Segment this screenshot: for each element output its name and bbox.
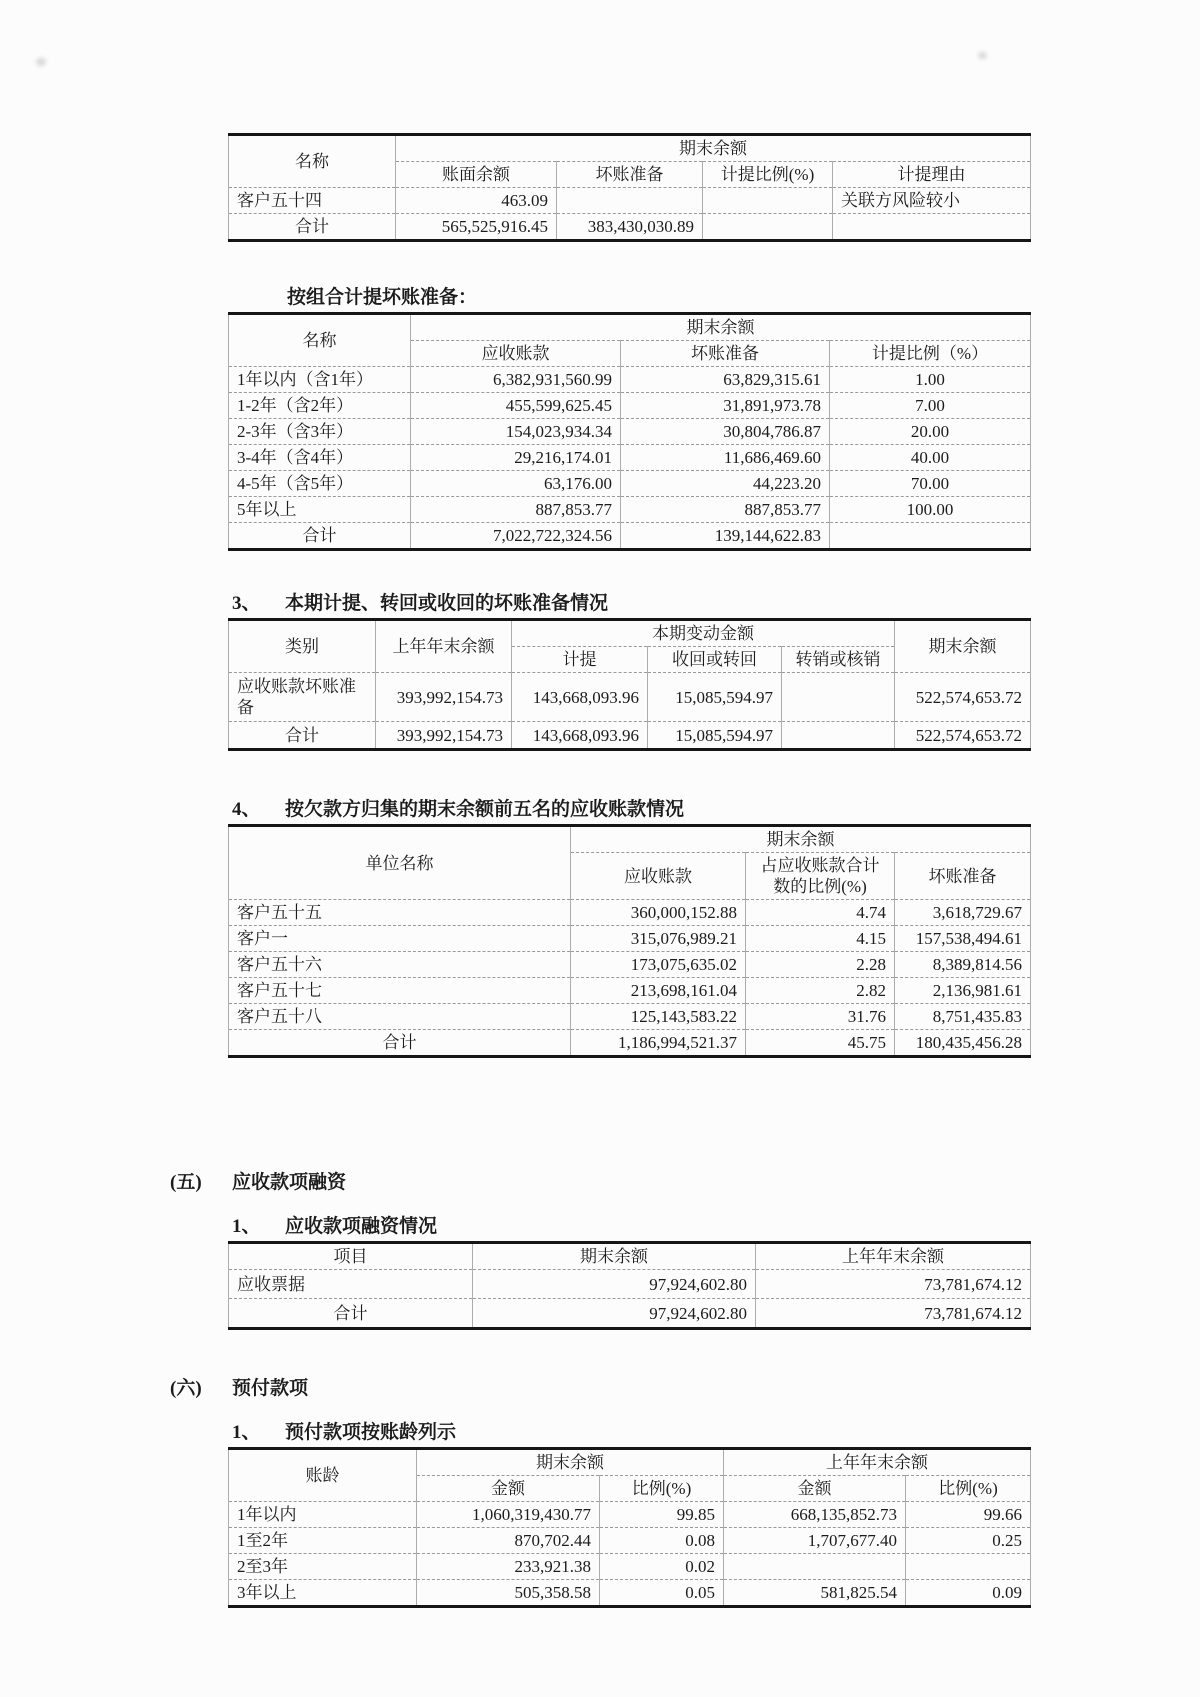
table-cell: 0.08 (600, 1528, 724, 1554)
table-cell: 315,076,989.21 (571, 926, 746, 952)
section-number: (六) (170, 1378, 202, 1399)
table-cell: 单位名称 (229, 826, 571, 900)
table-cell: 393,992,154.73 (376, 722, 512, 750)
table-cell (782, 673, 895, 722)
heading-number: 3、 (232, 593, 261, 614)
table-row (229, 722, 1031, 750)
table-cell: 63,829,315.61 (621, 367, 830, 393)
table-cell: 154,023,934.34 (411, 419, 621, 445)
table-cell: 占应收账款合计数的比例(%) (746, 853, 895, 900)
table-row (229, 1554, 1031, 1580)
table-cell: 1,060,319,430.77 (417, 1502, 600, 1528)
table-cell: 2至3年 (229, 1554, 417, 1580)
table-cell: 581,825.54 (724, 1580, 906, 1607)
table-cell: 0.02 (600, 1554, 724, 1580)
table-cell: 11,686,469.60 (621, 445, 830, 471)
table-cell: 1.00 (830, 367, 1031, 393)
heading-title: 按欠款方归集的期末余额前五名的应收账款情况 (285, 799, 685, 820)
table-cell: 73,781,674.12 (756, 1299, 1031, 1329)
table-cell: 7.00 (830, 393, 1031, 419)
table-cell: 143,668,093.96 (512, 673, 648, 722)
table-cell: 6,382,931,560.99 (411, 367, 621, 393)
table-cell: 73,781,674.12 (756, 1270, 1031, 1299)
table-cell: 4.15 (746, 926, 895, 952)
table-row (229, 367, 1031, 393)
table-cell: 8,389,814.56 (895, 952, 1031, 978)
table-cell: 上年年末余额 (376, 620, 512, 673)
table-cell (724, 1554, 906, 1580)
table-cell: 125,143,583.22 (571, 1004, 746, 1030)
table-cell (782, 722, 895, 750)
table-cell: 173,075,635.02 (571, 952, 746, 978)
table-cell: 坏账准备 (895, 853, 1031, 900)
table-row (229, 1580, 1031, 1607)
table-row (229, 135, 1031, 162)
heading-top5-receivables (232, 797, 1050, 822)
table-row (229, 952, 1031, 978)
table-cell: 2,136,981.61 (895, 978, 1031, 1004)
section-title: 应收款项融资 (232, 1172, 347, 1193)
table-cell: 客户五十四 (229, 188, 396, 214)
table-row (229, 1528, 1031, 1554)
table-individual-baddebt-continued (228, 133, 1031, 242)
heading-number: 1、 (232, 1216, 261, 1237)
table-cell: 139,144,622.83 (621, 523, 830, 550)
table-row (229, 1299, 1031, 1329)
table-cell: 99.85 (600, 1502, 724, 1528)
table-cell: 360,000,152.88 (571, 900, 746, 926)
table-cell: 合计 (229, 1299, 473, 1329)
table-cell: 44,223.20 (621, 471, 830, 497)
table-cell: 31,891,973.78 (621, 393, 830, 419)
table-cell: 40.00 (830, 445, 1031, 471)
table-cell: 0.05 (600, 1580, 724, 1607)
table-cell: 180,435,456.28 (895, 1030, 1031, 1057)
table-row (229, 471, 1031, 497)
table-row (229, 620, 1031, 647)
table-provision-changes (228, 618, 1031, 751)
table-top5-receivables (228, 824, 1031, 1058)
table-cell: 客户五十六 (229, 952, 571, 978)
table-cell: 100.00 (830, 497, 1031, 523)
table-row (229, 445, 1031, 471)
table-cell: 522,574,653.72 (895, 722, 1031, 750)
table-cell: 计提理由 (833, 162, 1031, 188)
table-cell: 合计 (229, 1030, 571, 1057)
table-cell: 29,216,174.01 (411, 445, 621, 471)
table-cell (833, 214, 1031, 241)
table-cell: 合计 (229, 523, 411, 550)
table-cell: 客户五十五 (229, 900, 571, 926)
table-cell: 合计 (229, 214, 396, 241)
table-cell: 关联方风险较小 (833, 188, 1031, 214)
table-cell: 0.25 (906, 1528, 1031, 1554)
table-cell: 463.09 (396, 188, 557, 214)
table-cell: 8,751,435.83 (895, 1004, 1031, 1030)
table-cell: 计提 (512, 647, 648, 673)
table-cell: 坏账准备 (621, 341, 830, 367)
table-row (229, 188, 1031, 214)
table-cell: 1年以内（含1年） (229, 367, 411, 393)
table-cell (830, 523, 1031, 550)
table-cell (557, 188, 703, 214)
table-cell: 97,924,602.80 (473, 1270, 756, 1299)
table-row (229, 393, 1031, 419)
table-cell: 应收账款坏账准备 (229, 673, 376, 722)
table-cell: 3年以上 (229, 1580, 417, 1607)
table-cell: 应收票据 (229, 1270, 473, 1299)
table-cell: 期末余额 (473, 1243, 756, 1270)
section-heading-receivables-financing (170, 1170, 1050, 1196)
table-cell: 2-3年（含3年） (229, 419, 411, 445)
table-cell: 393,992,154.73 (376, 673, 512, 722)
table-cell: 887,853.77 (411, 497, 621, 523)
table-cell: 账面余额 (396, 162, 557, 188)
table-cell: 887,853.77 (621, 497, 830, 523)
table-cell: 1,186,994,521.37 (571, 1030, 746, 1057)
scan-smudge (36, 58, 46, 66)
table-row (229, 926, 1031, 952)
table-cell: 1至2年 (229, 1528, 417, 1554)
table-cell: 97,924,602.80 (473, 1299, 756, 1329)
table-cell: 上年年末余额 (756, 1243, 1031, 1270)
table-cell: 3-4年（含4年） (229, 445, 411, 471)
table-cell: 客户五十七 (229, 978, 571, 1004)
table-cell: 期末余额 (396, 135, 1031, 162)
table-row (229, 1004, 1031, 1030)
table-cell: 5年以上 (229, 497, 411, 523)
table-cell: 31.76 (746, 1004, 895, 1030)
subheading-prepayments-aging (232, 1420, 1050, 1445)
table-row (229, 1502, 1031, 1528)
table-cell: 63,176.00 (411, 471, 621, 497)
table-cell: 上年年末余额 (724, 1449, 1031, 1476)
table-cell: 0.09 (906, 1580, 1031, 1607)
table-cell: 合计 (229, 722, 376, 750)
table-cell: 名称 (229, 135, 396, 188)
table-cell: 应收账款 (571, 853, 746, 900)
table-cell: 143,668,093.96 (512, 722, 648, 750)
table-cell: 2.28 (746, 952, 895, 978)
table-cell: 45.75 (746, 1030, 895, 1057)
table-cell: 计提比例(%) (703, 162, 833, 188)
table-cell: 比例(%) (906, 1476, 1031, 1502)
table-cell: 668,135,852.73 (724, 1502, 906, 1528)
page-content (170, 0, 1050, 1608)
table-cell: 期末余额 (411, 314, 1031, 341)
group-provision-label: 按组合计提坏账准备： (287, 287, 478, 308)
table-cell: 收回或转回 (648, 647, 782, 673)
table-cell: 期末余额 (417, 1449, 724, 1476)
table-row (229, 497, 1031, 523)
table-cell: 项目 (229, 1243, 473, 1270)
table-cell: 20.00 (830, 419, 1031, 445)
table-row (229, 523, 1031, 550)
table-cell: 1年以内 (229, 1502, 417, 1528)
heading-number: 1、 (232, 1422, 261, 1443)
table-cell: 期末余额 (895, 620, 1031, 673)
table-cell: 70.00 (830, 471, 1031, 497)
table-row (229, 1030, 1031, 1057)
table-cell: 应收账款 (411, 341, 621, 367)
table-row (229, 826, 1031, 853)
table-cell: 455,599,625.45 (411, 393, 621, 419)
table-cell: 期末余额 (571, 826, 1031, 853)
table-cell: 计提比例（%） (830, 341, 1031, 367)
table-cell: 15,085,594.97 (648, 673, 782, 722)
table-row (229, 978, 1031, 1004)
table-group-provision-aging (228, 312, 1031, 551)
heading-title: 预付款项按账龄列示 (285, 1422, 457, 1443)
table-cell (703, 214, 833, 241)
table-cell: 157,538,494.61 (895, 926, 1031, 952)
heading-title: 应收款项融资情况 (285, 1216, 438, 1237)
heading-number: 4、 (232, 799, 261, 820)
table-row (229, 673, 1031, 722)
section-heading-prepayments (170, 1376, 1050, 1402)
table-cell: 1,707,677.40 (724, 1528, 906, 1554)
table-row (229, 419, 1031, 445)
table-cell: 本期变动金额 (512, 620, 895, 647)
table-cell: 7,022,722,324.56 (411, 523, 621, 550)
heading-title: 本期计提、转回或收回的坏账准备情况 (285, 593, 609, 614)
table-cell: 30,804,786.87 (621, 419, 830, 445)
table-row (229, 900, 1031, 926)
table-cell: 1-2年（含2年） (229, 393, 411, 419)
table-cell: 565,525,916.45 (396, 214, 557, 241)
table-cell: 213,698,161.04 (571, 978, 746, 1004)
table-cell: 金额 (724, 1476, 906, 1502)
table-cell: 233,921.38 (417, 1554, 600, 1580)
table-cell: 99.66 (906, 1502, 1031, 1528)
table-cell: 870,702.44 (417, 1528, 600, 1554)
table-cell: 客户五十八 (229, 1004, 571, 1030)
table-cell: 金额 (417, 1476, 600, 1502)
table-cell: 383,430,030.89 (557, 214, 703, 241)
table-cell: 类别 (229, 620, 376, 673)
table-cell: 名称 (229, 314, 411, 367)
table-cell: 坏账准备 (557, 162, 703, 188)
table-cell: 转销或核销 (782, 647, 895, 673)
table-cell: 客户一 (229, 926, 571, 952)
table-receivables-financing (228, 1241, 1031, 1330)
table-cell: 比例(%) (600, 1476, 724, 1502)
table-row (229, 314, 1031, 341)
table-cell: 4-5年（含5年） (229, 471, 411, 497)
heading-provision-changes (232, 591, 1050, 616)
table-row (229, 1449, 1031, 1476)
table-cell (703, 188, 833, 214)
table-cell (906, 1554, 1031, 1580)
table-cell: 账龄 (229, 1449, 417, 1502)
table-row (229, 1270, 1031, 1299)
table-cell: 4.74 (746, 900, 895, 926)
section-title: 预付款项 (232, 1378, 309, 1399)
section-number: (五) (170, 1172, 202, 1193)
table-row (229, 214, 1031, 241)
table-cell: 505,358.58 (417, 1580, 600, 1607)
table-cell: 2.82 (746, 978, 895, 1004)
table-row (229, 1243, 1031, 1270)
table-cell: 15,085,594.97 (648, 722, 782, 750)
table-cell: 3,618,729.67 (895, 900, 1031, 926)
table-prepayments-aging (228, 1447, 1031, 1608)
subheading-receivables-financing (232, 1214, 1050, 1239)
table-cell: 522,574,653.72 (895, 673, 1031, 722)
